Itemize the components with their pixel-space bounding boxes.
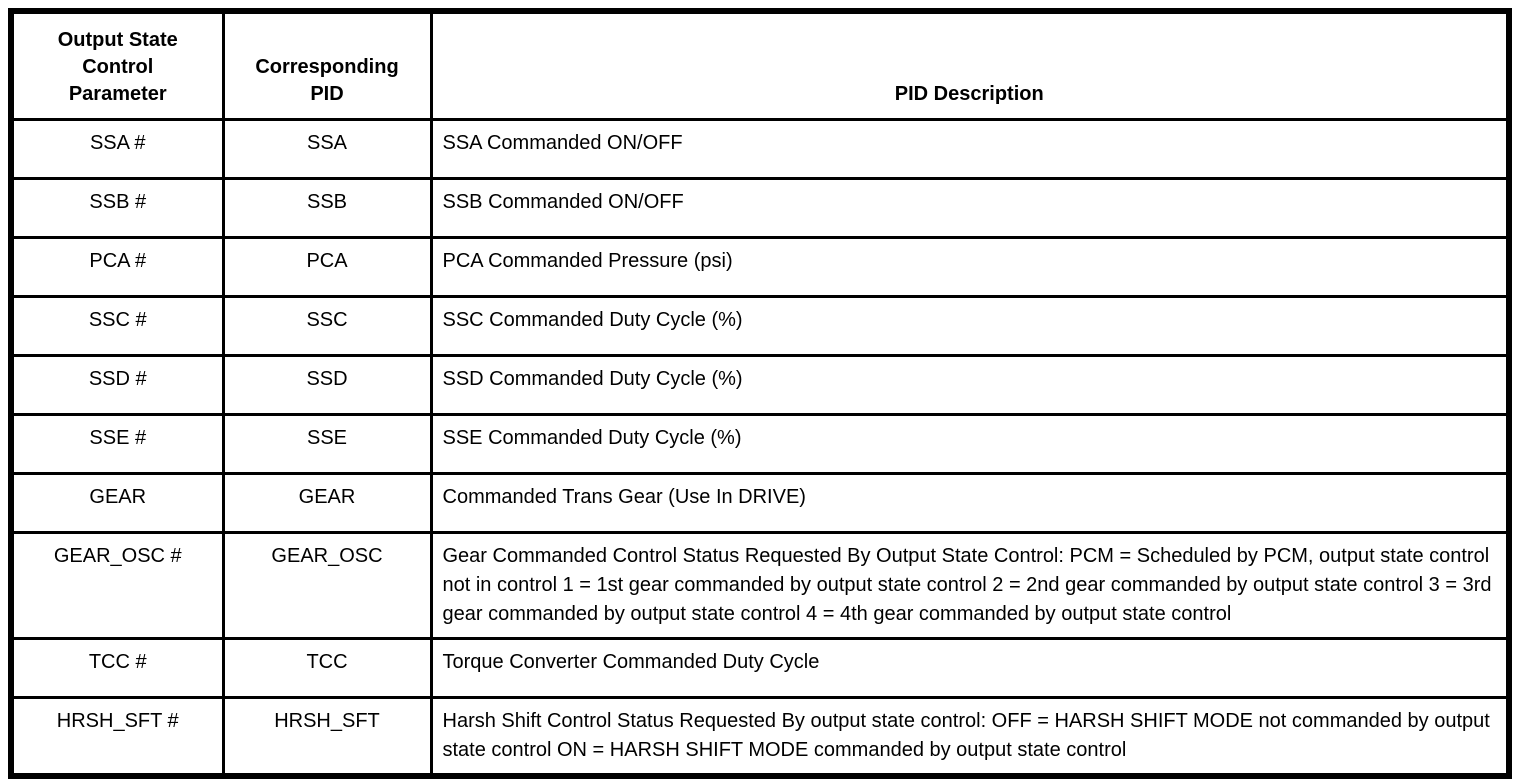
parameter-cell: SSC # [11, 297, 223, 356]
pid-cell: PCA [223, 238, 431, 297]
pid-cell: TCC [223, 639, 431, 698]
parameter-cell: SSA # [11, 120, 223, 179]
table-row [11, 297, 1509, 356]
parameter-cell: GEAR [11, 474, 223, 533]
description-cell: Harsh Shift Control Status Requested By output state control: OFF = HARSH SHIFT MODE not commanded by output state control ON = HARSH SHIFT MODE commanded by output state control [431, 698, 1509, 777]
pid-cell: HRSH_SFT [223, 698, 431, 777]
pid-cell: SSB [223, 179, 431, 238]
description-cell: SSA Commanded ON/OFF [431, 120, 1509, 179]
table-row [11, 639, 1509, 698]
table-row [11, 356, 1509, 415]
pid-cell: SSA [223, 120, 431, 179]
header-row [11, 11, 1509, 120]
description-cell: Commanded Trans Gear (Use In DRIVE) [431, 474, 1509, 533]
pid-cell: GEAR [223, 474, 431, 533]
pid-cell: GEAR_OSC [223, 533, 431, 639]
parameter-cell: HRSH_SFT # [11, 698, 223, 777]
column-header-label: Corresponding PID [255, 56, 399, 105]
output-state-control-pid-table [8, 8, 1512, 779]
table-row [11, 533, 1509, 639]
column-header-output-state-control-parameter [11, 11, 223, 120]
description-cell: Torque Converter Commanded Duty Cycle [431, 639, 1509, 698]
table-row [11, 474, 1509, 533]
description-cell: PCA Commanded Pressure (psi) [431, 238, 1509, 297]
table-row [11, 238, 1509, 297]
parameter-cell: PCA # [11, 238, 223, 297]
description-cell: SSB Commanded ON/OFF [431, 179, 1509, 238]
table-row [11, 179, 1509, 238]
parameter-cell: TCC # [11, 639, 223, 698]
table-body [11, 120, 1509, 777]
column-header-label: Output State Control Parameter [57, 29, 178, 105]
pid-cell: SSC [223, 297, 431, 356]
pid-cell: SSD [223, 356, 431, 415]
column-header-label: PID Description [894, 83, 1044, 105]
table-row [11, 415, 1509, 474]
parameter-cell: SSE # [11, 415, 223, 474]
table-row [11, 698, 1509, 777]
description-cell: SSD Commanded Duty Cycle (%) [431, 356, 1509, 415]
description-cell: Gear Commanded Control Status Requested By Output State Control: PCM = Scheduled by PCM, output state control not in control 1 = 1st gear commanded by output state control 2 = 2nd gear commanded by output state control 3 = 3rd gear commanded by output state control 4 = 4th gear commanded by output state control [431, 533, 1509, 639]
description-cell: SSE Commanded Duty Cycle (%) [431, 415, 1509, 474]
column-header-corresponding-pid [223, 11, 431, 120]
description-cell: SSC Commanded Duty Cycle (%) [431, 297, 1509, 356]
table-row [11, 120, 1509, 179]
parameter-cell: GEAR_OSC # [11, 533, 223, 639]
parameter-cell: SSB # [11, 179, 223, 238]
column-header-pid-description [431, 11, 1509, 120]
pid-cell: SSE [223, 415, 431, 474]
parameter-cell: SSD # [11, 356, 223, 415]
